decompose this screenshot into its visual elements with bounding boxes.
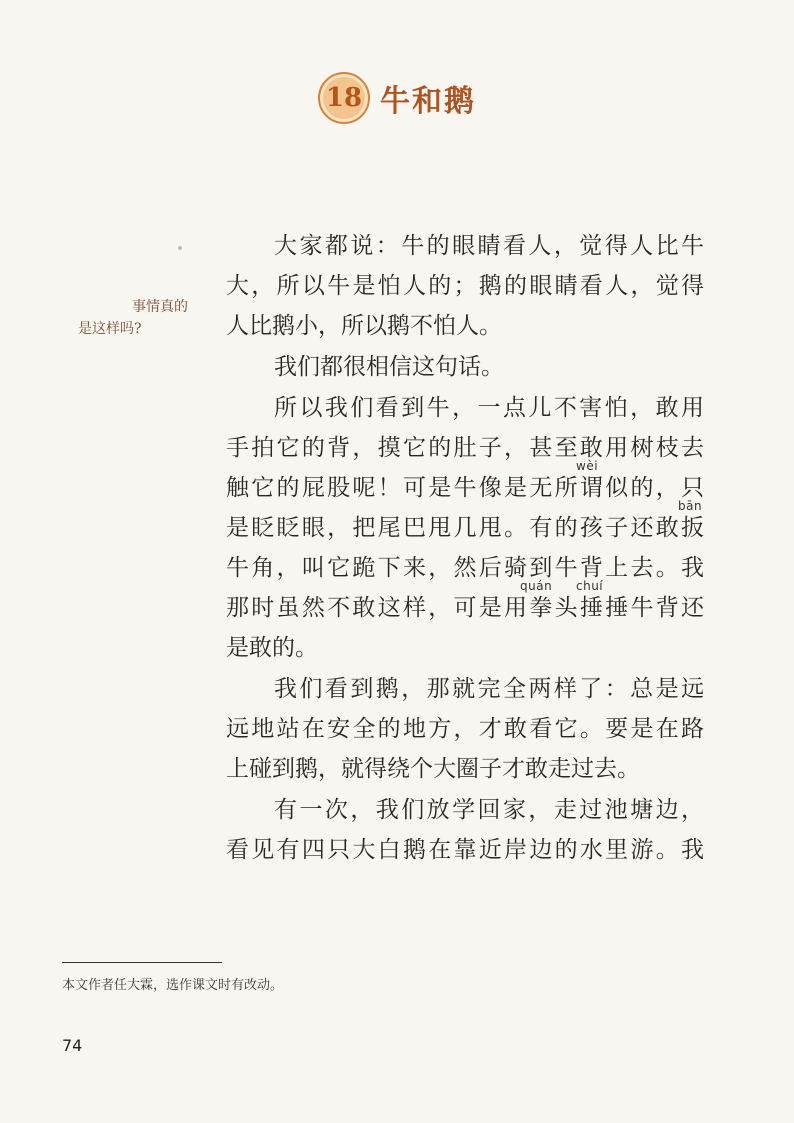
text-line: 远地站在安全的地方，才敢看它。要是在路 <box>226 716 704 742</box>
text-line: 看见有四只大白鹅在靠近岸边的水里游。我 <box>226 837 704 863</box>
paragraph <box>226 226 704 346</box>
margin-note <box>78 296 194 340</box>
paragraph <box>226 388 704 668</box>
text-line: 牛角，叫它跪下来，然后骑到牛背上去。我 <box>226 555 704 581</box>
paragraph <box>226 669 704 789</box>
text-line: 手拍它的背，摸它的肚子，甚至敢用树枝去 <box>226 435 704 461</box>
body-text <box>226 226 704 871</box>
margin-note-line-2: 是这样吗? <box>78 321 142 337</box>
text-line: 上碰到鹅，就得绕个大圈子才敢走过去。 <box>226 756 640 782</box>
footnote-divider <box>62 962 222 963</box>
margin-dot <box>178 246 182 250</box>
text-line: 大家都说：牛的眼睛看人，觉得人比牛 <box>274 233 704 259</box>
line-with-pinyin <box>226 459 704 508</box>
lesson-number-badge: 18 <box>318 72 370 124</box>
pinyin-quan: quán <box>520 579 553 593</box>
text-line: 是敢的。 <box>226 635 318 661</box>
text-line: 所以我们看到牛，一点儿不害怕，敢用 <box>274 395 704 421</box>
line-with-pinyin <box>226 579 704 628</box>
pinyin-ban: bān <box>678 499 703 513</box>
paragraph <box>226 347 704 387</box>
text-line: 我们都很相信这句话。 <box>274 354 504 380</box>
text-line: 是眨眨眼，把尾巴甩几甩。有的孩子还敢扳 <box>226 515 704 541</box>
text-line: 触它的屁股呢！可是牛像是无所谓似的，只 <box>226 475 704 501</box>
text-line: 那时虽然不敢这样，可是用拳头捶捶牛背还 <box>226 595 704 621</box>
page-number: 74 <box>62 1036 83 1055</box>
margin-note-line-1: 事情真的 <box>132 299 188 315</box>
footnote: 本文作者任大霖，选作课文时有改动。 <box>62 978 284 993</box>
paragraph <box>226 790 704 870</box>
pinyin-wei: wèi <box>576 459 599 473</box>
text-line: 我们看到鹅，那就完全两样了：总是远 <box>274 676 704 702</box>
text-line: 大，所以牛是怕人的；鹅的眼睛看人，觉得 <box>226 273 704 299</box>
lesson-title <box>0 72 794 124</box>
pinyin-chui: chuí <box>576 579 604 593</box>
text-line: 有一次，我们放学回家，走过池塘边， <box>274 797 704 823</box>
text-line: 人比鹅小，所以鹅不怕人。 <box>226 313 502 339</box>
line-with-pinyin <box>226 499 704 548</box>
lesson-title-text: 牛和鹅 <box>380 84 476 119</box>
